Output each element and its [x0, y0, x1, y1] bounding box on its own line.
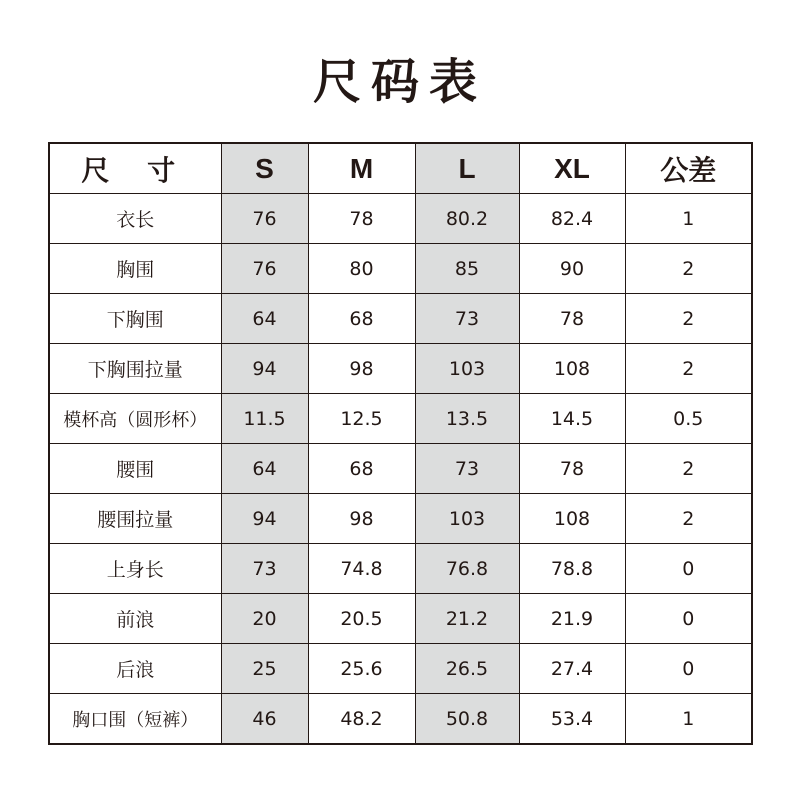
cell-value: 108	[519, 344, 625, 394]
cell-value: 11.5	[221, 394, 308, 444]
table-header-row	[49, 143, 752, 194]
cell-value: 90	[519, 244, 625, 294]
cell-value: 64	[221, 444, 308, 494]
header-size-xl: XL	[519, 143, 625, 194]
cell-value: 46	[221, 694, 308, 745]
cell-value: 0	[625, 594, 752, 644]
row-label: 胸口围（短裤）	[49, 694, 221, 745]
header-tolerance: 公差	[625, 143, 752, 194]
cell-value: 94	[221, 344, 308, 394]
cell-value: 74.8	[308, 544, 415, 594]
cell-value: 103	[415, 494, 519, 544]
cell-value: 82.4	[519, 194, 625, 244]
cell-value: 27.4	[519, 644, 625, 694]
row-label: 前浪	[49, 594, 221, 644]
cell-value: 68	[308, 294, 415, 344]
table-row	[49, 694, 752, 745]
cell-value: 73	[221, 544, 308, 594]
row-label: 上身长	[49, 544, 221, 594]
table-row	[49, 594, 752, 644]
cell-value: 76.8	[415, 544, 519, 594]
cell-value: 2	[625, 294, 752, 344]
header-size-s: S	[221, 143, 308, 194]
cell-value: 12.5	[308, 394, 415, 444]
table-row	[49, 394, 752, 444]
cell-value: 108	[519, 494, 625, 544]
cell-value: 13.5	[415, 394, 519, 444]
cell-value: 0	[625, 544, 752, 594]
cell-value: 80.2	[415, 194, 519, 244]
cell-value: 78	[308, 194, 415, 244]
cell-value: 76	[221, 194, 308, 244]
cell-value: 64	[221, 294, 308, 344]
size-chart-table	[48, 142, 753, 745]
cell-value: 94	[221, 494, 308, 544]
cell-value: 50.8	[415, 694, 519, 745]
cell-value: 2	[625, 244, 752, 294]
cell-value: 80	[308, 244, 415, 294]
cell-value: 0	[625, 644, 752, 694]
row-label: 腰围	[49, 444, 221, 494]
header-size-l: L	[415, 143, 519, 194]
table-row	[49, 344, 752, 394]
cell-value: 0.5	[625, 394, 752, 444]
table-row	[49, 244, 752, 294]
cell-value: 98	[308, 494, 415, 544]
cell-value: 20	[221, 594, 308, 644]
page-title: 尺码表	[312, 54, 487, 110]
cell-value: 2	[625, 444, 752, 494]
row-label: 下胸围	[49, 294, 221, 344]
cell-value: 85	[415, 244, 519, 294]
table-row	[49, 194, 752, 244]
cell-value: 21.2	[415, 594, 519, 644]
header-size-m: M	[308, 143, 415, 194]
row-label: 后浪	[49, 644, 221, 694]
cell-value: 48.2	[308, 694, 415, 745]
cell-value: 78.8	[519, 544, 625, 594]
cell-value: 1	[625, 694, 752, 745]
cell-value: 2	[625, 344, 752, 394]
table-row	[49, 294, 752, 344]
row-label: 衣长	[49, 194, 221, 244]
cell-value: 73	[415, 444, 519, 494]
cell-value: 26.5	[415, 644, 519, 694]
cell-value: 98	[308, 344, 415, 394]
cell-value: 1	[625, 194, 752, 244]
cell-value: 2	[625, 494, 752, 544]
header-measurement: 尺 寸	[49, 143, 221, 194]
cell-value: 103	[415, 344, 519, 394]
cell-value: 53.4	[519, 694, 625, 745]
cell-value: 20.5	[308, 594, 415, 644]
table-row	[49, 544, 752, 594]
table-row	[49, 644, 752, 694]
cell-value: 14.5	[519, 394, 625, 444]
row-label: 模杯高（圆形杯）	[49, 394, 221, 444]
row-label: 腰围拉量	[49, 494, 221, 544]
table-row	[49, 494, 752, 544]
cell-value: 25	[221, 644, 308, 694]
row-label: 胸围	[49, 244, 221, 294]
cell-value: 76	[221, 244, 308, 294]
cell-value: 78	[519, 444, 625, 494]
table-row	[49, 444, 752, 494]
cell-value: 21.9	[519, 594, 625, 644]
cell-value: 25.6	[308, 644, 415, 694]
cell-value: 78	[519, 294, 625, 344]
cell-value: 68	[308, 444, 415, 494]
row-label: 下胸围拉量	[49, 344, 221, 394]
cell-value: 73	[415, 294, 519, 344]
